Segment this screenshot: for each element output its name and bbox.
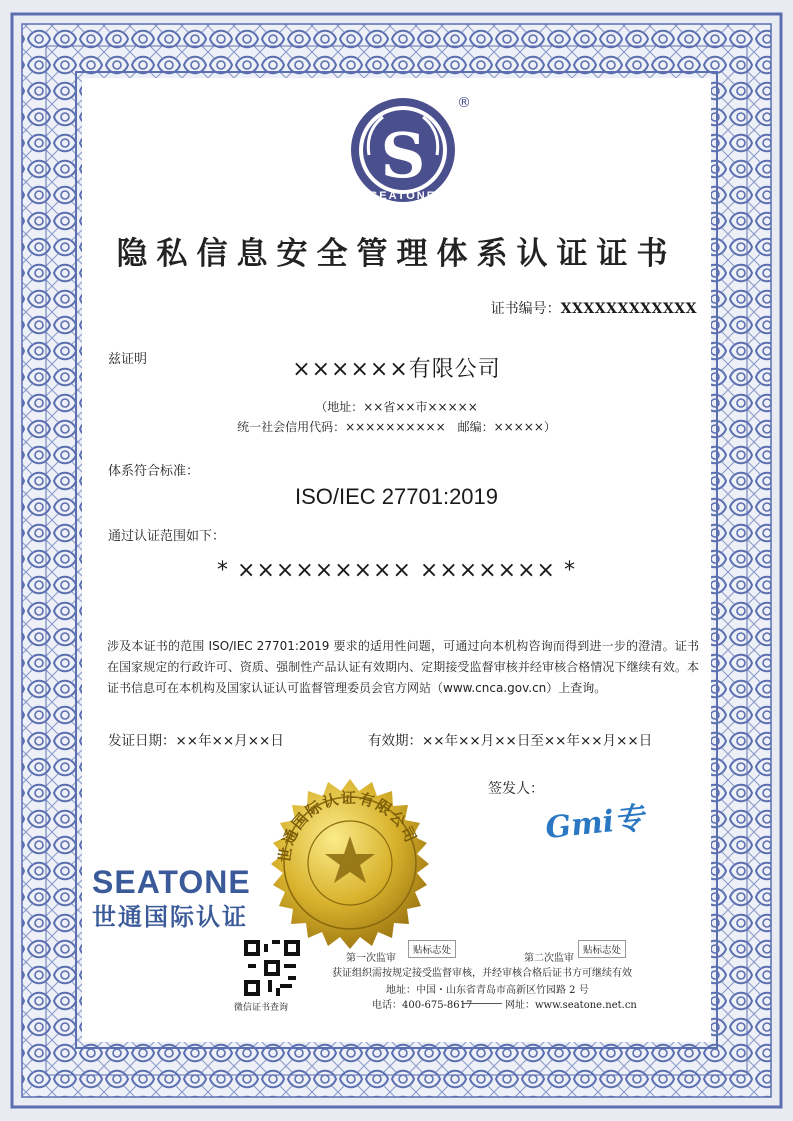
- brand-english: SEATONE: [92, 864, 251, 900]
- address-line: （地址：××省××市×××××: [315, 400, 478, 414]
- issue-date: 发证日期：××年××月××日: [108, 733, 284, 749]
- issuer-signature: Gmi专: [543, 800, 646, 847]
- surveillance-notice: 获证组织需按规定接受监督审核，并经审核合格后证书方可继续有效: [332, 968, 632, 979]
- footer-address: 地址：中国・山东省青岛市高新区竹园路 2 号: [386, 985, 589, 996]
- certificate-title: 隐私信息安全管理体系认证证书: [116, 236, 677, 272]
- footer-phone: 电话：400-675-8617: [372, 1000, 473, 1011]
- brand-chinese: 世通国际认证: [92, 903, 248, 931]
- certificate-number-value: XXXXXXXXXXXX: [560, 301, 697, 317]
- certificate-number-label: 证书编号：: [490, 301, 561, 317]
- official-seal: [255, 768, 445, 958]
- standard-value: ISO/IEC 27701:2019: [294, 484, 499, 509]
- certificate-number: [491, 298, 697, 318]
- seal-text: 世通国际认证有限公司: [275, 788, 421, 864]
- scope-value: * ××××××××× ××××××× *: [217, 558, 576, 583]
- logo-emblem-text: SEATONE: [369, 190, 437, 202]
- qr-code[interactable]: [244, 940, 300, 996]
- scope-label: 通过认证范围如下：: [108, 529, 226, 544]
- footer-website: 网址：www.seatone.net.cn: [505, 1000, 637, 1011]
- issuer-label: 签发人：: [488, 781, 544, 797]
- validity-period: 有效期：××年××月××日至××年××月××日: [368, 733, 653, 749]
- validity-notice-paragraph: 涉及本证书的范围 ISO/IEC 27701:2019 要求的适用性问题，可通过向本机构咨询而得到进一步的澄清。证书在国家规定的行政许可、资质、强制性产品认证有效期内、定期接受监督审核并经审核合格情况下继续有效。本证书信息可在本机构及国家认证认可监督管理委员会官方网站（www.cnca.gov.cn）上查询。: [107, 639, 699, 695]
- second-surveillance-label: 第二次监审: [524, 953, 574, 964]
- registered-mark: ®: [457, 95, 471, 111]
- second-sticker-box: 贴标志处: [578, 940, 626, 958]
- credit-code-line: 统一社会信用代码：×××××××××× 邮编：×××××）: [237, 420, 556, 434]
- standard-label: 体系符合标准：: [108, 464, 200, 479]
- logo-letter: S: [380, 119, 426, 192]
- company-name: ××××××有限公司: [292, 357, 501, 382]
- certify-label: 兹证明: [108, 352, 148, 367]
- first-surveillance-label: 第一次监审: [346, 953, 396, 964]
- qr-caption: 微信证书查询: [234, 1003, 289, 1013]
- footer-divider: [462, 1003, 502, 1004]
- seatone-logo: [345, 95, 471, 205]
- first-sticker-box: 贴标志处: [408, 940, 456, 958]
